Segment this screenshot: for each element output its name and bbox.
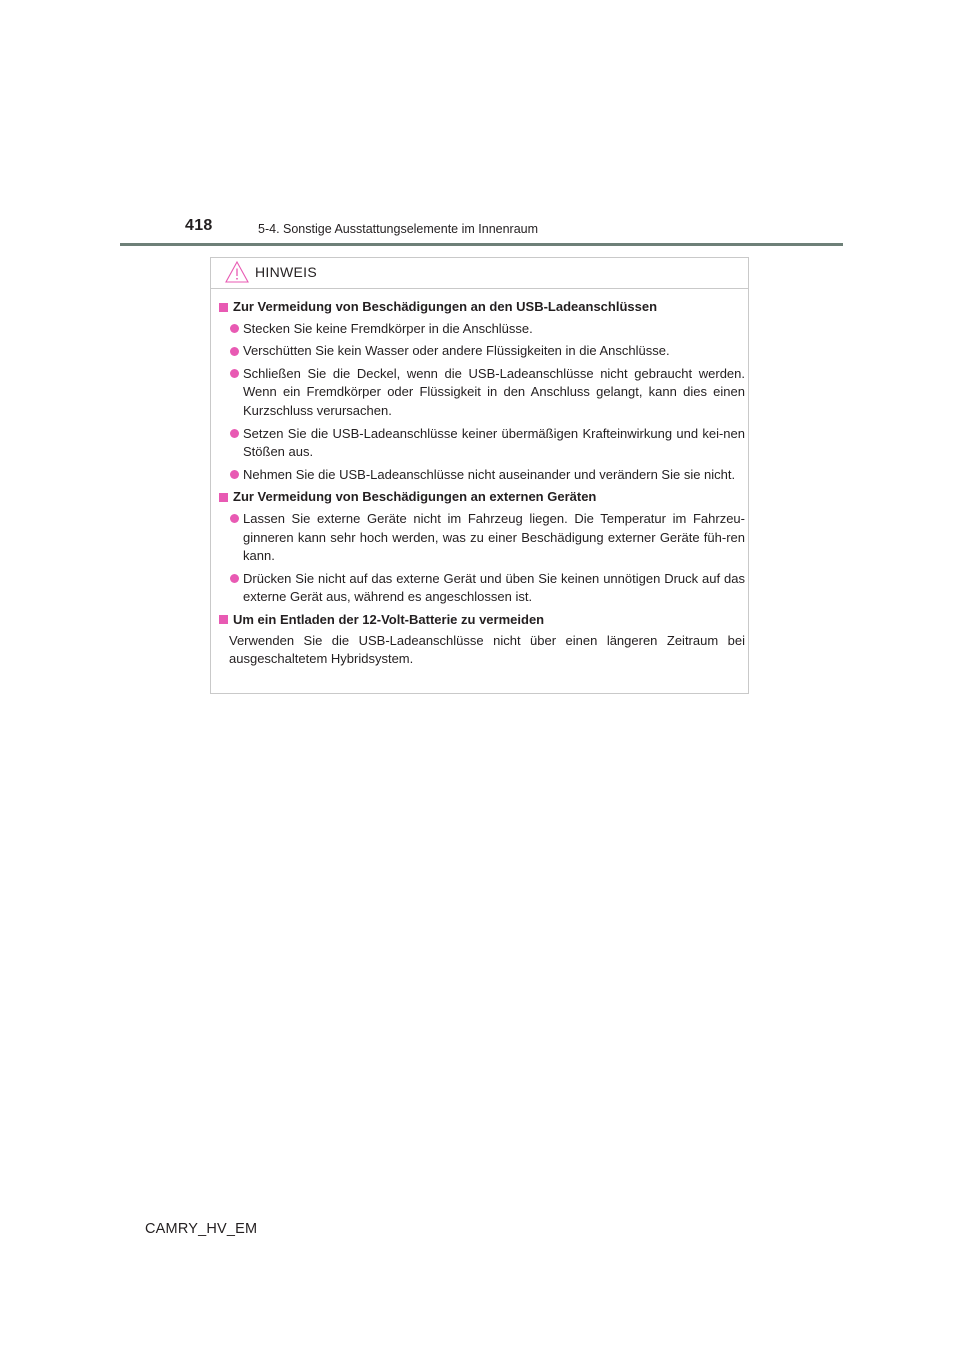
topic-heading-text: Zur Vermeidung von Beschädigungen an den USB-Ladeanschlüssen — [233, 299, 658, 314]
list-item — [219, 466, 745, 485]
notice-title: HINWEIS — [255, 264, 317, 280]
round-bullet-icon — [230, 324, 239, 333]
round-bullet-icon — [230, 347, 239, 356]
list-item-text: Stecken Sie keine Fremdkörper in die Anschlüsse. — [243, 320, 533, 336]
list-item — [219, 510, 745, 566]
round-bullet-icon — [230, 470, 239, 479]
round-bullet-icon — [230, 369, 239, 378]
round-bullet-icon — [230, 429, 239, 438]
list-item — [219, 425, 745, 462]
list-item — [219, 320, 745, 339]
list-item-text: Setzen Sie die USB-Ladeanschlüsse keiner übermäßigen Krafteinwirkung und kei-nen Stößen aus. — [243, 425, 745, 460]
list-item-text: Schließen Sie die Deckel, wenn die USB-Ladeanschlüsse nicht gebraucht werden. Wenn ein Fremdkörper oder Flüssigkeit in den Anschluss gelangt, kann dies einen Kurzschluss verursachen. — [243, 365, 745, 418]
notice-header — [211, 258, 748, 289]
page-number: 418 — [185, 217, 213, 234]
round-bullet-icon — [230, 514, 239, 523]
round-bullet-icon — [230, 574, 239, 583]
topic-heading — [219, 611, 745, 630]
header-rule — [120, 243, 843, 246]
list-item — [219, 342, 745, 361]
topic-heading-text: Zur Vermeidung von Beschädigungen an externen Geräten — [233, 489, 597, 505]
list-item-text: Verschütten Sie kein Wasser oder andere Flüssigkeiten in die Anschlüsse. — [243, 343, 670, 359]
square-bullet-icon — [219, 615, 228, 624]
notice-body — [219, 298, 745, 669]
list-item — [219, 570, 745, 607]
notice-box — [210, 257, 749, 694]
topic-heading-text: Um ein Entladen der 12-Volt-Batterie zu vermeiden — [233, 611, 545, 627]
warning-triangle-icon — [225, 261, 249, 283]
model-code-footer: CAMRY_HV_EM — [145, 1221, 258, 1237]
square-bullet-icon — [219, 493, 228, 502]
topic-heading — [219, 298, 745, 317]
topic-heading — [219, 488, 745, 507]
paragraph-text: Verwenden Sie die USB-Ladeanschlüsse nicht über einen längeren Zeitraum bei ausgeschaltetem Hybridsystem. — [229, 632, 745, 667]
list-item-text: Drücken Sie nicht auf das externe Gerät und üben Sie keinen unnötigen Druck auf das externe Gerät aus, während es angeschlossen ist. — [243, 570, 745, 605]
list-item-text: Nehmen Sie die USB-Ladeanschlüsse nicht auseinander und verändern Sie sie nicht. — [243, 466, 736, 482]
list-item-text: Lassen Sie externe Geräte nicht im Fahrzeug liegen. Die Temperatur im Fahrzeu-ginneren kann sehr hoch werden, was zu einer Beschädigung externer Geräte füh-ren kann. — [243, 510, 745, 564]
list-item — [219, 365, 745, 421]
square-bullet-icon — [219, 303, 228, 312]
section-title: 5-4. Sonstige Ausstattungselemente im Innenraum — [258, 222, 539, 236]
